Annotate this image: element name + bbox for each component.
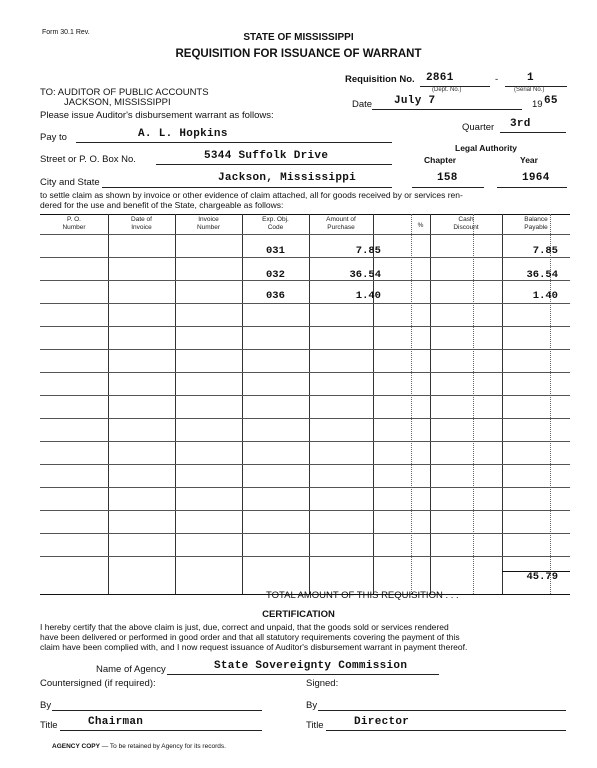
row2-balance: 36.54 (526, 269, 558, 281)
chapter-value: 158 (437, 172, 458, 184)
agency-copy-label: AGENCY COPY (52, 743, 100, 750)
row2-amount: 36.54 (349, 269, 381, 281)
countersigned-label: Countersigned (if required): (40, 678, 156, 689)
footer (52, 743, 226, 750)
to-line2: JACKSON, MISSISSIPPI (64, 97, 171, 108)
state-heading: STATE OF MISSISSIPPI (243, 32, 354, 43)
settle-text-1: to settle claim as shown by invoice or other evidence of claim attached, all for goods received by or services ren- (40, 190, 463, 200)
form-number: Form 30.1 Rev. (42, 29, 90, 36)
city-value: Jackson, Mississippi (218, 172, 357, 184)
title-left-line (60, 730, 262, 731)
certification-line3: claim have been complied with, and I now request issuance of Auditor's disbursement warrant in payment thereof. (40, 642, 468, 652)
row1-code: 031 (266, 245, 285, 257)
row1-balance: 7.85 (532, 245, 558, 257)
to-line1: TO: AUDITOR OF PUBLIC ACCOUNTS (40, 87, 209, 98)
quarter-label: Quarter (462, 122, 495, 133)
quarter-value: 3rd (510, 118, 531, 130)
header-invoice: Invoice Number (196, 216, 221, 231)
header-exp-code: Exp. Obj. Code (262, 216, 289, 231)
agency-label: Name of Agency (96, 664, 166, 675)
certification-line1: I hereby certify that the above claim is just, due, correct and unpaid, that the goods sold or services rendered (40, 622, 449, 632)
header-balance: Balance Payable (524, 216, 548, 231)
row3-balance: 1.40 (532, 290, 558, 302)
dept-caption: (Dept. No.) (432, 87, 462, 93)
pay-to-line (76, 142, 392, 143)
serial-no-value: 1 (527, 72, 534, 84)
quarter-line (500, 132, 566, 133)
to-instruction: Please issue Auditor's disbursement warrant as follows: (40, 110, 274, 121)
row1-amount: 7.85 (355, 245, 381, 257)
agency-copy-note: — To be retained by Agency for its records. (101, 743, 226, 750)
street-value: 5344 Suffolk Drive (204, 150, 329, 162)
by-left-line (52, 710, 262, 711)
date-year-suffix: 65 (544, 95, 558, 107)
title-right-line (326, 730, 566, 731)
date-line (372, 109, 522, 110)
by-left-label: By (40, 700, 52, 711)
requisition-label: Requisition No. (345, 74, 415, 85)
header-percent: % (417, 222, 424, 229)
signed-label: Signed: (306, 678, 339, 689)
title-left-value: Chairman (88, 716, 144, 728)
serial-caption: (Serial No.) (514, 87, 545, 93)
pay-to-value: A. L. Hopkins (138, 128, 228, 140)
requisition-dash: - (495, 74, 499, 85)
header-po: P. O. Number (62, 216, 86, 231)
header-amount: Amount of Purchase (326, 216, 356, 231)
year-value: 1964 (522, 172, 550, 184)
form-title: REQUISITION FOR ISSUANCE OF WARRANT (175, 48, 422, 60)
dept-no-value: 2861 (426, 72, 454, 84)
certification-heading: CERTIFICATION (262, 609, 335, 620)
city-line (102, 187, 392, 188)
settle-text-2: dered for the use and benefit of the State, chargeable as follows: (40, 200, 284, 210)
total-value: 45.79 (526, 571, 558, 583)
row3-code: 036 (266, 290, 285, 302)
header-date: Date of Invoice (131, 216, 152, 231)
year-label: Year (520, 155, 538, 165)
claims-table (40, 214, 570, 594)
total-label: TOTAL AMOUNT OF THIS REQUISITION . . . (266, 590, 459, 601)
certification-line2: have been delivered or performed in good order and that all statutory requirements covering the payment of this (40, 632, 460, 642)
by-right-line (318, 710, 566, 711)
chapter-label: Chapter (424, 155, 457, 165)
title-right-label: Title (306, 720, 324, 731)
agency-line (167, 674, 439, 675)
by-right-label: By (306, 700, 318, 711)
street-line (156, 164, 392, 165)
date-value: July 7 (394, 95, 436, 107)
street-label: Street or P. O. Box No. (40, 154, 136, 165)
title-left-label: Title (40, 720, 58, 731)
row3-amount: 1.40 (355, 290, 381, 302)
city-label: City and State (40, 177, 100, 188)
header-cash-discount: Cash Discount (453, 216, 479, 231)
row2-code: 032 (266, 269, 285, 281)
date-year-prefix: 19 (532, 99, 543, 110)
legal-authority-label: Legal Authority (455, 143, 518, 153)
pay-to-label: Pay to (40, 132, 67, 143)
date-label: Date (352, 99, 373, 110)
agency-value: State Sovereignty Commission (214, 660, 408, 672)
title-right-value: Director (354, 716, 410, 728)
year-line (497, 187, 567, 188)
chapter-line (412, 187, 484, 188)
